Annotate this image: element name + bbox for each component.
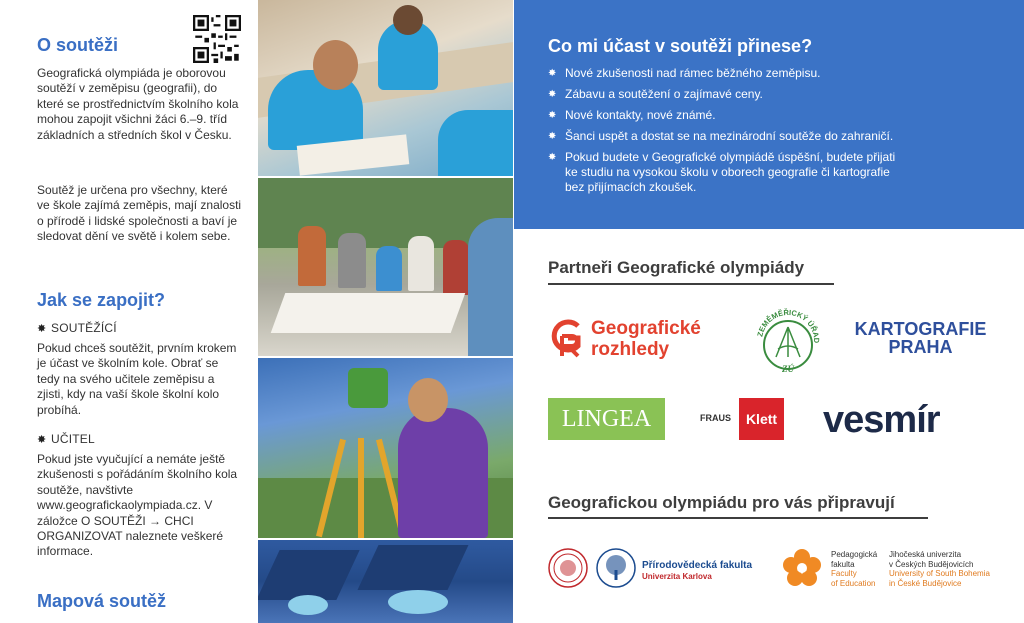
preparers-title-underline bbox=[548, 517, 928, 519]
photo-girl-theodolite bbox=[258, 358, 513, 538]
pf-cz-line2: fakulta bbox=[831, 559, 855, 569]
jcu-cz-line2: v Českých Budějovicích bbox=[889, 559, 974, 569]
partners-title: Partneři Geografické olympiády bbox=[548, 258, 805, 277]
jcu-cz-line1: Jihočeská univerzita bbox=[889, 550, 962, 559]
pf-en-line2: of Education bbox=[831, 578, 876, 588]
faculty-of-science-tree-icon[interactable] bbox=[596, 548, 636, 588]
geograficke-rozhledy-line1: Geografické bbox=[591, 318, 701, 339]
photo-group-outdoors bbox=[258, 178, 513, 356]
partners-title-underline bbox=[548, 283, 834, 285]
list-item: ✸ Nové zkušenosti nad rámec běžného zeměpisu. bbox=[548, 66, 821, 80]
jcu-en-line1: University of South Bohemia bbox=[889, 569, 990, 578]
geograficke-rozhledy-icon bbox=[548, 318, 584, 358]
benefits-title: Co mi účast v soutěži přinese? bbox=[548, 36, 813, 56]
asterisk-icon: ✸ bbox=[548, 89, 557, 100]
qr-code-icon[interactable] bbox=[193, 15, 241, 63]
kartografie-line1: KARTOGRAFIE bbox=[854, 319, 987, 339]
lingea-logo[interactable]: LINGEA bbox=[548, 398, 665, 440]
list-item: ✸ Zábavu a soutěžení o zajímavé ceny. bbox=[548, 87, 763, 101]
charles-university-seal-icon[interactable] bbox=[548, 548, 588, 588]
photo-strip bbox=[258, 0, 513, 623]
prf-university: Univerzita Karlova bbox=[642, 572, 712, 581]
photo-students-writing bbox=[258, 0, 513, 176]
benefits-panel bbox=[514, 0, 1024, 229]
jcu-text[interactable] bbox=[889, 550, 990, 588]
teacher-label: UČITEL bbox=[51, 432, 95, 446]
fraus-text: FRAUS bbox=[700, 413, 731, 423]
fraus-klett-logo[interactable] bbox=[700, 398, 784, 440]
geograficke-rozhledy-line2: rozhledy bbox=[591, 339, 670, 360]
asterisk-icon: ✸ bbox=[548, 152, 557, 163]
about-heading: O soutěži bbox=[37, 35, 119, 55]
vesmir-logo[interactable]: vesmír bbox=[823, 399, 940, 441]
zememericky-urad-icon bbox=[752, 305, 824, 377]
list-item: ✸ Pokud budete v Geografické olympiádě úspěšní, budete přijati ke studiu na vysokou školu v oborech geografie či kartografie bez přijímacích zkoušek. bbox=[548, 150, 896, 194]
list-item: ✸ Nové kontakty, nové známé. bbox=[548, 108, 716, 122]
asterisk-icon: ✸ bbox=[37, 323, 47, 335]
photo-awards bbox=[258, 540, 513, 623]
pf-en-line1: Faculty bbox=[831, 569, 857, 578]
zu-short-text: ZÚ bbox=[782, 364, 794, 374]
competitor-label: SOUTĚŽÍCÍ bbox=[51, 321, 117, 335]
pf-cz-line1: Pedagogická bbox=[831, 550, 878, 559]
join-heading: Jak se zapojit? bbox=[37, 290, 166, 310]
preparers-title: Geografickou olympiádu pro vás připravují bbox=[548, 493, 895, 512]
competitor-label-row bbox=[37, 321, 117, 337]
klett-text: Klett bbox=[739, 398, 784, 440]
about-paragraph-1: Geografická olympiáda je oborovou soutěží v zeměpisu (geografii), do které se prostřednictvím školního kola mohou zapojit všichni žáci 6.–9. tříd základních a středních škol v Česku. bbox=[37, 66, 239, 142]
map-contest-heading: Mapová soutěž bbox=[37, 591, 167, 611]
kartografie-line2: PRAHA bbox=[888, 337, 953, 357]
zememericky-urad-logo[interactable] bbox=[752, 305, 824, 377]
competitor-text: Pokud chceš soutěžit, prvním krokem je účast ve školním kole. Obrať se tedy na svého učitele zeměpisu a zjisti, kdy na vaší škole školní kolo probíhá. bbox=[37, 341, 237, 417]
jcu-flower-icon[interactable] bbox=[782, 548, 822, 588]
zu-arc-text: ZEMĚMĚŘICKÝ ÚŘAD bbox=[755, 307, 822, 344]
list-item: ✸ Šanci uspět a dostat se na mezinárodní soutěže do zahraničí. bbox=[548, 129, 894, 143]
asterisk-icon: ✸ bbox=[548, 110, 557, 121]
teacher-label-row bbox=[37, 432, 95, 448]
prf-name: Přírodovědecká fakulta bbox=[642, 560, 753, 571]
asterisk-icon: ✸ bbox=[548, 131, 557, 142]
faculty-of-education-text[interactable] bbox=[831, 550, 877, 588]
benefits-list bbox=[548, 66, 988, 201]
asterisk-icon: ✸ bbox=[37, 434, 47, 446]
jcu-en-line2: in České Budějovice bbox=[889, 578, 962, 588]
asterisk-icon: ✸ bbox=[548, 68, 557, 79]
geograficke-rozhledy-logo[interactable] bbox=[548, 316, 728, 362]
teacher-text: Pokud jste vyučující a nemáte ještě zkušenosti s pořádáním školního kola soutěže, navštivte www.geografickaolympiada.cz. V záložce O SOUTĚŽI → CHCI ORGANIZOVAT naleznete veškeré informace. bbox=[37, 452, 238, 559]
about-paragraph-2: Soutěž je určena pro všechny, které ve škole zajímá zeměpis, mají znalosti o přírodě i lidské společnosti a baví je sledovat dění ve světě i kolem sebe. bbox=[37, 183, 242, 244]
faculty-of-science-text[interactable] bbox=[642, 560, 752, 582]
kartografie-praha-logo[interactable] bbox=[848, 320, 993, 360]
